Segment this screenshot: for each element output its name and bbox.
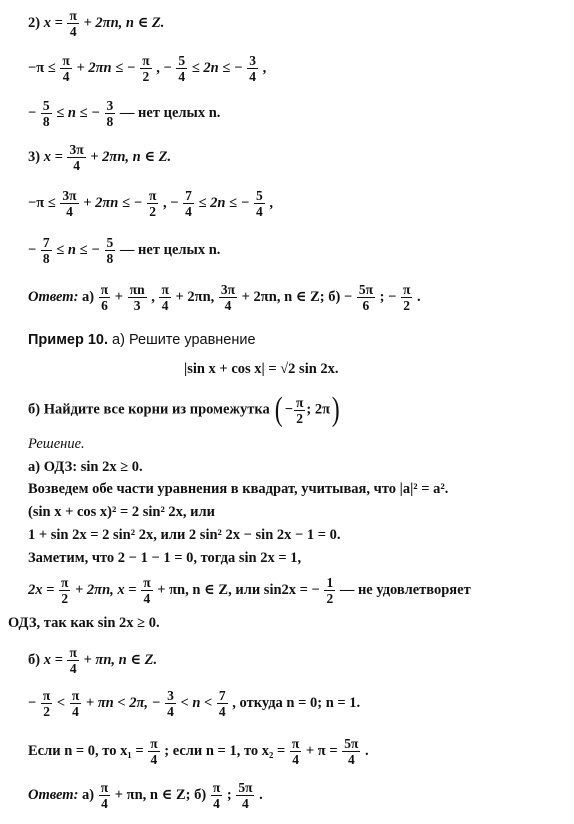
item-number: 2) — [28, 14, 41, 31]
fraction: $\frac{7}{4}$ — [218, 688, 226, 719]
answer-label: Ответ: — [28, 288, 79, 305]
solution-line — [28, 98, 220, 129]
math-text: , откуда n = 0; n = 1. — [232, 694, 361, 711]
solution-line: ОДЗ, так как sin 2x ≥ 0. — [8, 615, 160, 631]
fraction: $\frac{3\pi}{4}$ — [69, 142, 84, 173]
solution-line — [28, 53, 266, 84]
task-b — [28, 393, 341, 427]
example-heading — [28, 333, 256, 348]
math-text: x = — [43, 651, 63, 668]
fraction: $\frac{\pi}{2}$ — [142, 53, 150, 84]
solution-line: Возведем обе части уравнения в квадрат, учитывая, что |a|² = a². — [28, 481, 449, 497]
fraction: $\frac{3}{8}$ — [106, 98, 114, 129]
math-text: , − — [156, 59, 172, 76]
math-text: ; — [226, 786, 232, 803]
fraction: $\frac{5\pi}{4}$ — [344, 736, 359, 767]
math-text: − — [28, 104, 37, 121]
fraction: $\frac{\pi}{6}$ — [100, 282, 109, 313]
example-title: Пример 10. — [28, 332, 109, 348]
math-text: Если n = 0, то x₁ = — [28, 742, 144, 759]
solution-line — [28, 645, 157, 676]
math-text: ; если n = 1, то x₂ = — [164, 742, 286, 759]
left-paren: ( — [275, 391, 284, 428]
math-text: ≤ 2n ≤ − — [198, 194, 250, 211]
math-text: + 2πn ≤ − — [83, 194, 143, 211]
fraction: $\frac{3\pi}{4}$ — [220, 282, 236, 313]
item-number: 3) — [28, 148, 41, 165]
fraction: $\frac{\pi}{2}$ — [402, 282, 411, 313]
fraction: $\frac{5\pi}{6}$ — [358, 282, 373, 313]
solution-line — [28, 736, 369, 767]
item-number: б) — [28, 651, 41, 668]
answer-line — [28, 282, 421, 313]
math-text: + 2πn, n ∈ Z. — [90, 148, 172, 165]
math-text: ≤ n ≤ − — [56, 241, 100, 258]
fraction: $\frac{\pi}{4}$ — [71, 688, 80, 719]
math-text: , — [262, 59, 267, 76]
solution-line — [28, 188, 273, 219]
math-text: — не удовлетворяет — [339, 581, 471, 598]
math-text: . — [259, 786, 263, 803]
math-text: а) — [82, 288, 95, 305]
math-text: , − — [162, 194, 179, 211]
fraction: $\frac{\pi}{2}$ — [42, 688, 51, 719]
fraction: $\frac{3\pi}{4}$ — [62, 188, 77, 219]
math-text: ≤ n ≤ − — [56, 104, 100, 121]
math-text: + 2πn ≤ − — [76, 59, 136, 76]
solution-line: (sin x + cos x)² = 2 sin² 2x, или — [28, 504, 216, 520]
fraction: $\frac{5}{4}$ — [256, 188, 263, 219]
fraction: $\frac{7}{4}$ — [185, 188, 192, 219]
math-text: , — [151, 288, 155, 305]
fraction: $\frac{\pi}{4}$ — [150, 736, 158, 767]
solution-line — [28, 235, 220, 266]
math-text: − — [284, 401, 293, 418]
fraction: $\frac{5}{8}$ — [106, 235, 114, 266]
math-text: ; − — [379, 288, 397, 305]
main-equation: |sin x + cos x| = √2 sin 2x. — [184, 361, 339, 377]
fraction: $\frac{\pi}{4}$ — [143, 575, 151, 606]
fraction: $\frac{5\pi}{4}$ — [238, 780, 253, 811]
fraction: $\frac{\pi n}{3}$ — [129, 282, 145, 313]
math-text: ≤ 2n ≤ − — [191, 59, 243, 76]
right-paren: ) — [331, 391, 340, 428]
math-text: − — [28, 241, 37, 258]
fraction: $\frac{\pi}{4}$ — [69, 8, 77, 39]
fraction: $\frac{\pi}{4}$ — [100, 780, 109, 811]
math-text: , — [269, 194, 274, 211]
math-text: + πn, n ∈ Z; б) — [114, 786, 207, 803]
math-text: < n < — [180, 694, 213, 711]
math-text: + 2πn, — [175, 288, 215, 305]
fraction: $\frac{\pi}{4}$ — [291, 736, 300, 767]
math-text: ; 2π — [306, 401, 331, 418]
math-text: . — [365, 742, 369, 759]
math-text: + πn, n ∈ Z, или sin2x = − — [157, 581, 320, 598]
solution-line: Заметим, что 2 − 1 − 1 = 0, тогда sin 2x = 1, — [28, 550, 302, 566]
fraction: $\frac{\pi}{2}$ — [148, 188, 157, 219]
math-text: − — [28, 694, 37, 711]
math-text: — нет целых n. — [119, 104, 221, 121]
fraction: $\frac{7}{8}$ — [42, 235, 50, 266]
fraction: $\frac{3}{4}$ — [249, 53, 257, 84]
fraction: $\frac{\pi}{4}$ — [69, 645, 77, 676]
math-text: x = — [43, 14, 63, 31]
solution-line: 1 + sin 2x = 2 sin² 2x, или 2 sin² 2x − sin 2x − 1 = 0. — [28, 527, 341, 543]
fraction: $\frac{\pi}{4}$ — [62, 53, 70, 84]
fraction: $\frac{1}{2}$ — [326, 575, 334, 606]
fraction: $\frac{\pi}{2}$ — [61, 575, 69, 606]
solution-line — [28, 142, 171, 173]
solution-line — [28, 8, 164, 39]
math-text: + πn, n ∈ Z. — [83, 651, 158, 668]
answer-line — [28, 780, 263, 811]
math-text: + 2πn, x = — [75, 581, 137, 598]
task-b-text: б) Найдите все корни из промежутка — [28, 401, 270, 418]
answer-label: Ответ: — [28, 786, 79, 803]
math-text: −π ≤ — [28, 59, 56, 76]
math-text: + 2πn, n ∈ Z; б) − — [241, 288, 353, 305]
fraction: $\frac{5}{8}$ — [42, 98, 50, 129]
math-text: < — [56, 694, 66, 711]
solution-line — [28, 688, 360, 719]
task-a: а) Решите уравнение — [108, 332, 256, 348]
solution-line: а) ОДЗ: sin 2x ≥ 0. — [28, 459, 143, 475]
math-text: + π = — [305, 742, 338, 759]
math-text: + — [114, 288, 124, 305]
math-text: 2x = — [28, 581, 55, 598]
math-text: + πn < 2π, − — [85, 694, 161, 711]
solution-line — [28, 575, 471, 606]
math-text: а) — [82, 786, 95, 803]
fraction: $\frac{\pi}{4}$ — [161, 282, 169, 313]
math-text: — нет целых n. — [119, 241, 221, 258]
fraction: $\frac{3}{4}$ — [167, 688, 174, 719]
math-text: x = — [43, 148, 63, 165]
fraction: $\frac{\pi}{2}$ — [295, 394, 304, 426]
fraction: $\frac{\pi}{4}$ — [212, 780, 221, 811]
math-text: + 2πn, n ∈ Z. — [83, 14, 165, 31]
math-text: . — [417, 288, 421, 305]
solution-heading: Решение. — [28, 436, 85, 452]
fraction: $\frac{5}{4}$ — [178, 53, 186, 84]
math-text: −π ≤ — [28, 194, 56, 211]
